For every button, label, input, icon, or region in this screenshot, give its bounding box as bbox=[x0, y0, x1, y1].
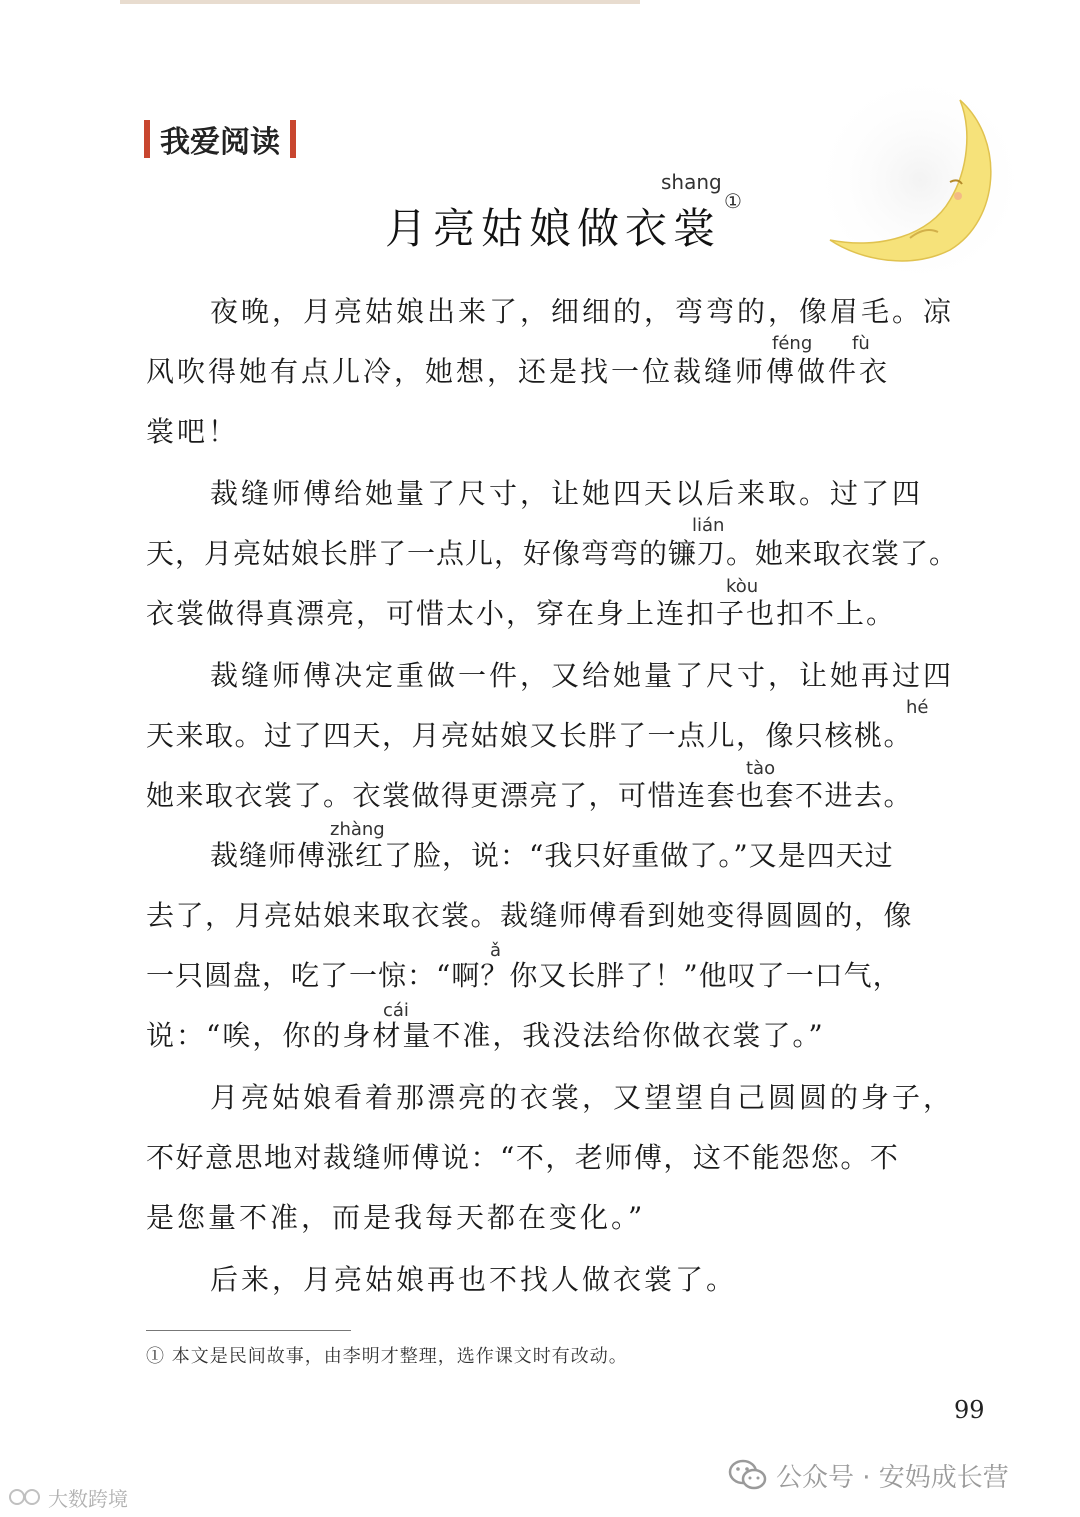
section-label-text: 我爱阅读 bbox=[160, 125, 280, 160]
text-line-12: 一只圆盘，吃了一惊：“啊？你又长胖了！”他叹了一口气， bbox=[146, 959, 902, 992]
text-line-9: 她来取衣裳了。衣裳做得更漂亮了，可惜连套也套不进去。 bbox=[146, 779, 914, 812]
text-line-10: 裁缝师傅涨红了脸，说：“我只好重做了。”又是四天过 bbox=[210, 839, 894, 872]
pinyin-kou: kòu bbox=[726, 576, 759, 597]
text-line-11: 去了，月亮姑娘来取衣裳。裁缝师傅看到她变得圆圆的，像 bbox=[146, 899, 914, 932]
section-bar-right bbox=[290, 120, 296, 158]
title-pinyin: shang bbox=[661, 170, 722, 194]
footnote: ① 本文是民间故事，由李明才整理，选作课文时有改动。 bbox=[146, 1346, 628, 1367]
page-number: 99 bbox=[954, 1396, 985, 1424]
pinyin-lian: lián bbox=[692, 515, 725, 536]
text-line-1: 夜晚，月亮姑娘出来了，细细的，弯弯的，像眉毛。凉 bbox=[210, 295, 955, 328]
text-line-4: 裁缝师傅给她量了尺寸，让她四天以后来取。过了四 bbox=[210, 477, 924, 510]
top-decor-line bbox=[120, 0, 640, 4]
text-line-2: 风吹得她有点儿冷，她想，还是找一位裁缝师傅做件衣 bbox=[146, 355, 891, 388]
pinyin-a: ǎ bbox=[490, 940, 502, 961]
watermark-left bbox=[8, 1482, 128, 1512]
text-line-7: 裁缝师傅决定重做一件，又给她量了尺寸，让她再过四 bbox=[210, 659, 955, 692]
section-label bbox=[144, 118, 296, 160]
pinyin-fu: fù bbox=[852, 333, 870, 354]
moon-illustration bbox=[800, 70, 1030, 300]
logo-icon bbox=[8, 1487, 42, 1507]
wechat-icon bbox=[728, 1458, 768, 1492]
section-bar-left bbox=[144, 120, 150, 158]
text-line-17: 后来，月亮姑娘再也不找人做衣裳了。 bbox=[210, 1263, 738, 1296]
pinyin-he: hé bbox=[906, 697, 929, 718]
pinyin-feng: féng bbox=[772, 333, 813, 354]
watermark-right bbox=[728, 1455, 1009, 1495]
pinyin-zhang: zhàng bbox=[330, 819, 385, 840]
watermark-right-text: 公众号 · 安妈成长营 bbox=[776, 1462, 1009, 1493]
watermark-left-text: 大数跨境 bbox=[48, 1486, 128, 1511]
text-line-13: 说：“唉，你的身材量不准，我没法给你做衣裳了。” bbox=[146, 1019, 825, 1052]
text-line-14: 月亮姑娘看着那漂亮的衣裳，又望望自己圆圆的身子， bbox=[210, 1081, 955, 1114]
pinyin-cai: cái bbox=[383, 1000, 409, 1021]
text-line-15: 不好意思地对裁缝师傅说：“不，老师傅，这不能怨您。不 bbox=[146, 1141, 900, 1174]
page-title: 月亮姑娘做衣裳 bbox=[385, 204, 722, 253]
pinyin-tao: tào bbox=[746, 758, 776, 779]
text-line-5: 天，月亮姑娘长胖了一点儿，好像弯弯的镰刀。她来取衣裳了。 bbox=[146, 537, 959, 570]
text-line-3: 裳吧！ bbox=[146, 415, 240, 448]
title-footnote-mark: ① bbox=[724, 189, 742, 213]
text-line-8: 天来取。过了四天，月亮姑娘又长胖了一点儿，像只核桃。 bbox=[146, 719, 914, 752]
text-line-6: 衣裳做得真漂亮，可惜太小，穿在身上连扣子也扣不上。 bbox=[146, 597, 897, 630]
text-line-16: 是您量不准，而是我每天都在变化。” bbox=[146, 1201, 646, 1234]
footnote-rule bbox=[146, 1330, 351, 1331]
